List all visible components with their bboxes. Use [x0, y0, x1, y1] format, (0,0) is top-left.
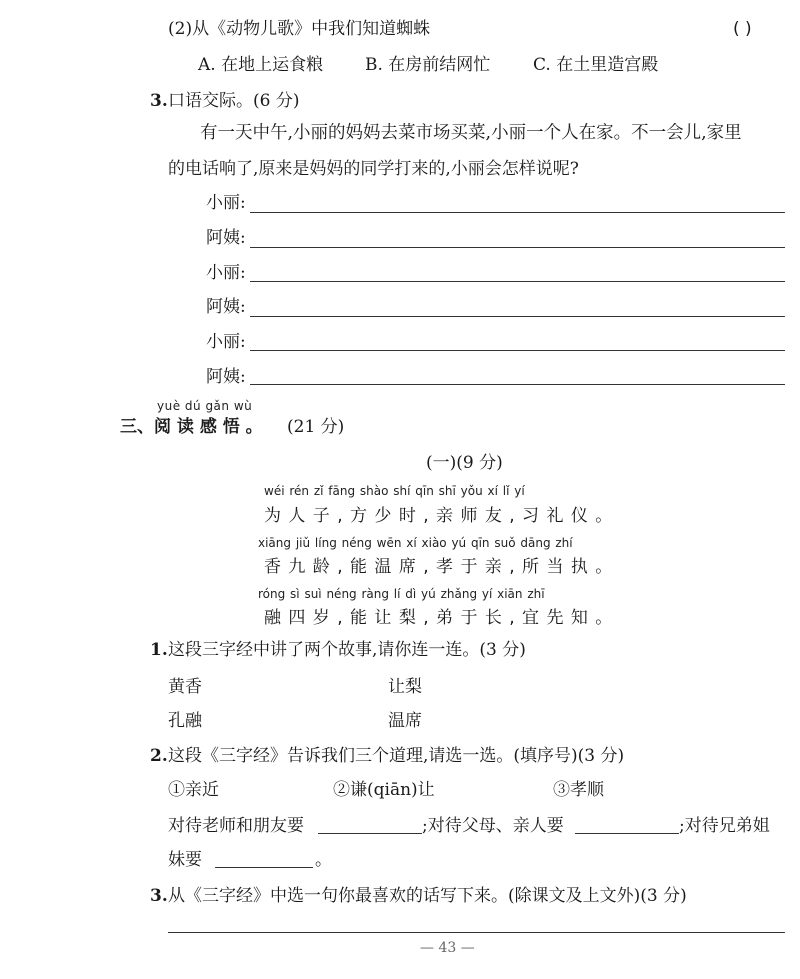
oral-paragraph-line-2: 的电话响了,原来是妈妈的同学打来的,小丽会怎样说呢?	[168, 159, 579, 179]
choice-2: ②谦(qiān)让	[333, 780, 435, 800]
answer-line[interactable]	[250, 212, 785, 213]
answer-line[interactable]	[168, 932, 785, 933]
answer-bracket[interactable]: ( )	[733, 19, 752, 39]
fill-text-b: ;对待父母、亲人要	[422, 816, 564, 836]
question-3-oral-title: 口语交际。(6 分)	[168, 91, 300, 111]
option-b: B. 在房前结网忙	[365, 55, 491, 75]
oral-paragraph-line-1: 有一天中午,小丽的妈妈去菜市场买菜,小丽一个人在家。不一会儿,家里	[200, 123, 742, 143]
fill-text-end: 。	[315, 850, 332, 870]
fill-text-c: ;对待兄弟姐	[679, 816, 770, 836]
section-heading: 三、阅 读 感 悟 。	[120, 417, 263, 437]
page-number: — 43 —	[420, 940, 475, 956]
part-1-title: (一)(9 分)	[426, 453, 503, 473]
answer-line[interactable]	[250, 384, 785, 385]
question-2-text: 这段《三字经》告诉我们三个道理,请选一选。(填序号)(3 分)	[168, 746, 625, 766]
fill-text-d: 妹要	[168, 850, 202, 870]
section-heading-pinyin: yuè dú gǎn wù	[157, 399, 253, 413]
answer-line[interactable]	[250, 316, 785, 317]
fill-blank-teacher[interactable]	[318, 833, 422, 834]
question-3-number: 3.	[150, 886, 168, 906]
question-1-text: 这段三字经中讲了两个故事,请你连一连。(3 分)	[168, 640, 526, 660]
answer-line[interactable]	[250, 281, 785, 282]
poem-line: 融 四 岁 , 能 让 梨 , 弟 于 长 , 宜 先 知 。	[264, 608, 614, 628]
question-3-oral-number: 3.	[150, 91, 168, 111]
poem-line: 香 九 龄 , 能 温 席 , 孝 于 亲 , 所 当 执 。	[264, 557, 614, 577]
dialogue-speaker: 阿姨:	[206, 297, 246, 317]
fill-blank-parents[interactable]	[575, 833, 679, 834]
option-c: C. 在土里造宫殿	[533, 55, 659, 75]
choice-1: ①亲近	[168, 780, 219, 800]
match-left-item[interactable]: 孔融	[168, 711, 202, 731]
question-3-text: 从《三字经》中选一句你最喜欢的话写下来。(除课文及上文外)(3 分)	[168, 886, 687, 906]
question-2-number: 2.	[150, 746, 168, 766]
fill-text-a: 对待老师和朋友要	[168, 816, 304, 836]
poem-pinyin-line: wéi rén zǐ fāng shào shí qīn shī yǒu xí lǐ yí	[264, 484, 525, 498]
section-score: (21 分)	[287, 417, 345, 437]
dialogue-speaker: 小丽:	[206, 332, 246, 352]
poem-pinyin-line: róng sì suì néng ràng lí dì yú zhǎng yí xiān zhī	[258, 587, 545, 601]
question-1-number: 1.	[150, 640, 168, 660]
dialogue-speaker: 阿姨:	[206, 367, 246, 387]
question-2-2-stem: (2)从《动物儿歌》中我们知道蜘蛛	[168, 19, 431, 39]
dialogue-speaker: 小丽:	[206, 263, 246, 283]
fill-blank-siblings[interactable]	[215, 867, 313, 868]
answer-line[interactable]	[250, 350, 785, 351]
poem-line: 为 人 子 , 方 少 时 , 亲 师 友 , 习 礼 仪 。	[264, 506, 614, 526]
poem-pinyin-line: xiāng jiǔ líng néng wēn xí xiào yú qīn suǒ dāng zhí	[258, 536, 573, 550]
dialogue-speaker: 阿姨:	[206, 228, 246, 248]
match-right-item[interactable]: 让梨	[388, 677, 422, 697]
option-a: A. 在地上运食粮	[198, 55, 324, 75]
match-right-item[interactable]: 温席	[388, 711, 422, 731]
match-left-item[interactable]: 黄香	[168, 677, 202, 697]
dialogue-speaker: 小丽:	[206, 193, 246, 213]
answer-line[interactable]	[250, 247, 785, 248]
choice-3: ③孝顺	[553, 780, 604, 800]
